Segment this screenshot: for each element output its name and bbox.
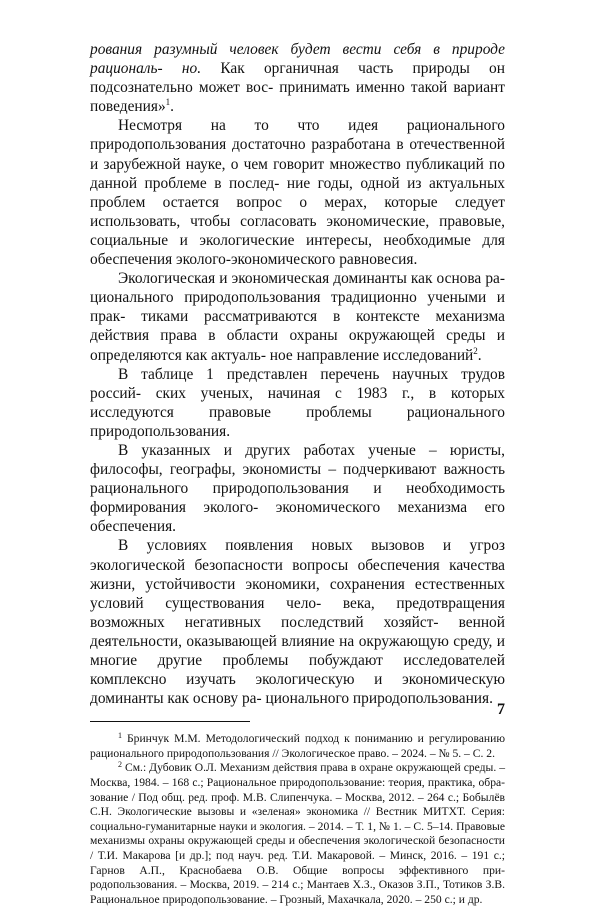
- footnote-mark: 1: [118, 731, 122, 741]
- paragraph-5: В условиях появления новых вызовов и угроз экологической безопасности вопросы обеспечения качества жизни, устойчивости экономики, сохранения естественных условий существования чело- века, предотвращения возможных негативных последствий хозяйст- венной деятельности, оказывающей влияние на окружающую среду, и многие другие проблемы побуждают исследователей комплексно изучать экологическую и экономическую доминанты как основу ра- ционального природопользования.: [90, 537, 505, 708]
- footnote-divider: [90, 721, 250, 722]
- footnote-ref-1: 1: [165, 97, 171, 108]
- paragraph-tail: .: [477, 346, 482, 364]
- page-body: [90, 40, 505, 907]
- footnote-2: [90, 761, 505, 907]
- page-number: 7: [497, 701, 505, 718]
- italic-quote: рования разумный человек будет вести себя в природе рациональ- но.: [90, 41, 505, 78]
- paragraph-text: Экологическая и экономическая доминанты как основа ра- ционального природопользования традиционно учеными и прак- тиками рассматриваются в контексте механизма действия права в области охраны окружающей среды и определяются как актуаль- ное направление исследований: [90, 270, 505, 364]
- paragraph-2: [90, 269, 505, 364]
- footnote-text: См.: Дубовик О.Л. Механизм действия права в охране окружающей среды. – Москва, 1984. – 168 с.; Рациональное природопользование: теория, практика, обра- зование / Под общ. ред. проф. М.В. Слипенчука. – Москва, 2012. – 264 с.; Бобылёв С.Н. Экологические вызовы и «зеленая» экономика // Вестник МИТХТ. Серия: социально-гуманитарные науки и экология. – 2014. – Т. 1, № 1. – С. 5–14. Правовые механизмы охраны окружающей среды и обеспечения экологической безопасности / Т.И. Макарова [и др.]; под науч. ред. Т.И. Макаровой. – Минск, 2016. – 191 с.; Гарнов А.П., Краснобаева О.В. Общие вопросы эффективного при- родопользования. – Москва, 2019. – 214 с.; Мантаев Х.З., Оказов З.П., Тотиков З.В. Рациональное природопользование. – Грозный, Махачкала, 2020. – 250 с.; и др.: [90, 761, 505, 906]
- footnote-mark: 2: [118, 760, 122, 770]
- footnote-1: [90, 732, 505, 761]
- paragraph-0: [90, 40, 505, 116]
- paragraph-3: В таблице 1 представлен перечень научных трудов россий- ских ученых, начиная с 1983 г., в которых исследуются правовые проблемы рационального природопользования.: [90, 365, 505, 440]
- paragraph-1: Несмотря на то что идея рационального природопользования достаточно разработана в отечественной и зарубежной науке, о чем говорит множество публикаций по данной проблеме в послед- ние годы, одной из актуальных проблем остается вопрос о мерах, которые следует использовать, чтобы согласовать экономические, правовые, социальные и экологические интересы, необходимые для обеспечения эколого-экономического равновесия.: [90, 117, 505, 269]
- footnote-text: Бринчук М.М. Методологический подход к пониманию и регулированию рационального природопользования // Экологическое право. – 2024. – № 5. – С. 2.: [90, 732, 505, 760]
- paragraph-4: В указанных и других работах ученые – юристы, философы, географы, экономисты – подчеркивают важность рационального природопользования и необходимость формирования эколого- экономического механизма его обеспечения.: [90, 441, 505, 536]
- footnote-ref-2: 2: [473, 345, 478, 356]
- paragraph-tail: .: [170, 98, 175, 116]
- paragraph-text: Как органичная часть природы он подсознательно может вос- принимать именно такой вариант поведения»: [90, 60, 505, 116]
